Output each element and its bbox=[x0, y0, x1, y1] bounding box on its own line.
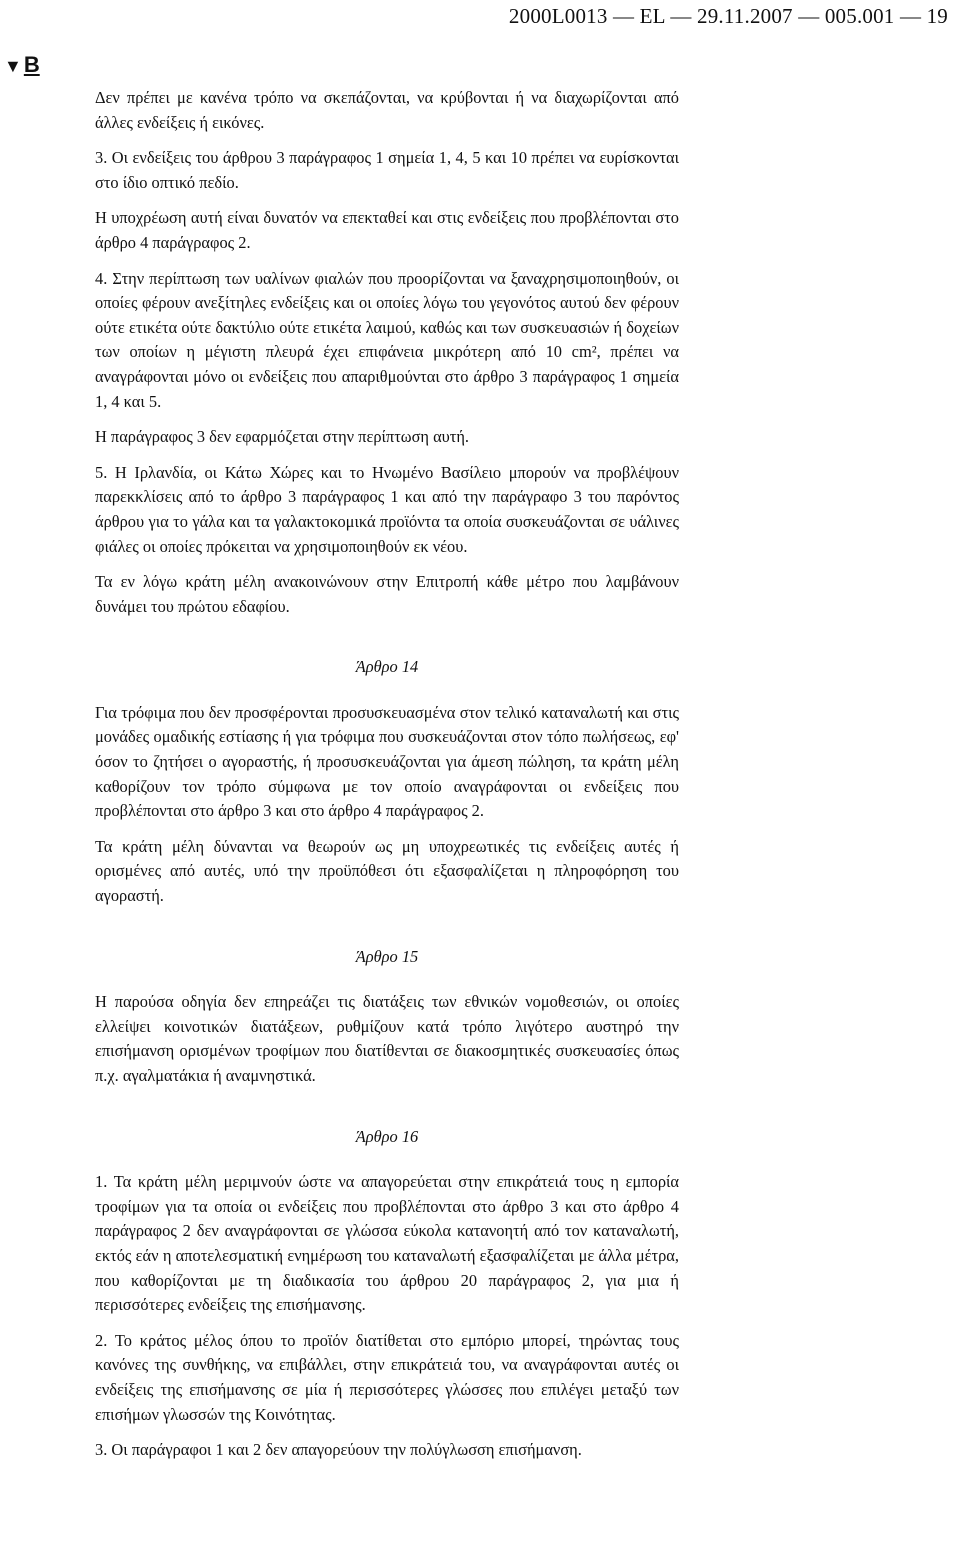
paragraph: Η υποχρέωση αυτή είναι δυνατόν να επεκταθεί και στις ενδείξεις που προβλέπονται στο άρθρο 4 παράγραφος 2. bbox=[95, 208, 679, 252]
paragraph: 3. Οι ενδείξεις του άρθρου 3 παράγραφος 1 σημεία 1, 4, 5 και 10 πρέπει να ευρίσκονται στο ίδιο οπτικό πεδίο. bbox=[95, 148, 679, 192]
amendment-marker bbox=[4, 52, 40, 78]
paragraph: Η παρούσα οδηγία δεν επηρεάζει τις διατάξεις των εθνικών νομοθεσιών, οι οποίες ελλείψει κοινοτικών διατάξεων, ρυθμίζουν κατά τρόπο λιγότερο αυστηρό την επισήμανση ορισμένων τροφίμων που διατίθενται σε διακοσμητικές συσκευασίες όπως π.χ. αγαλματάκια ή αναμνηστικά. bbox=[95, 992, 679, 1085]
paragraph: Τα εν λόγω κράτη μέλη ανακοινώνουν στην Επιτροπή κάθε μέτρο που λαμβάνουν δυνάμει του πρώτου εδαφίου. bbox=[95, 572, 679, 616]
amendment-marker-letter: B bbox=[23, 52, 40, 77]
article-14-title: Άρθρο 14 bbox=[355, 657, 419, 677]
paragraph: 2. Το κράτος μέλος όπου το προϊόν διατίθεται στο εμπόριο μπορεί, τηρώντας τους κανόνες της συνθήκης, να επιβάλλει, στην επικράτειά του, να αναγράφονται αυτές οι ενδείξεις της επισήμανσης σε μία ή περισσότερες γλώσσες που επιλέγει μεταξύ των επισήμων γλωσσών της Κοινότητας. bbox=[95, 1330, 679, 1424]
article-15-title: Άρθρο 15 bbox=[355, 946, 419, 966]
paragraph: Για τρόφιμα που δεν προσφέρονται προσυσκευασμένα στον τελικό καταναλωτή και στις μονάδες ομαδικής εστίασης ή για τρόφιμα που συσκευάζονται στον τόπο πωλήσεως, εφ' όσον το ζητήσει ο αγοραστής, ή προσυσκευάζονται για άμεση πώληση, τα κράτη μέλη καθορίζουν τον τρόπο σύμφωνα με τον οποίο αναγράφονται οι ενδείξεις που προβλέπονται στο άρθρο 3 και στο άρθρο 4 παράγραφος 2. bbox=[95, 702, 679, 821]
triangle-down-icon: ▼ bbox=[4, 56, 22, 76]
document-reference-header: 2000L0013 — EL — 29.11.2007 — 005.001 — 19 bbox=[508, 4, 948, 28]
paragraph: Η παράγραφος 3 δεν εφαρμόζεται στην περίπτωση αυτή. bbox=[95, 427, 470, 447]
document-body bbox=[95, 86, 679, 1474]
paragraph: 3. Οι παράγραφοι 1 και 2 δεν απαγορεύουν την πολύγλωσση επισήμανση. bbox=[95, 1440, 582, 1460]
paragraph: 5. Η Ιρλανδία, οι Κάτω Χώρες και το Ηνωμένο Βασίλειο μπορούν να προβλέψουν παρεκκλίσεις από το άρθρο 3 παράγραφος 1 και από την παράγραφο 3 του παρόντος άρθρου για το γάλα και τα γαλακτοκομικά προϊόντα τα οποία συσκευάζονται σε υάλινες φιάλες οι οποίες πρόκειται να χρησιμοποιηθούν εκ νέου. bbox=[95, 462, 679, 556]
paragraph: Δεν πρέπει με κανένα τρόπο να σκεπάζονται, να κρύβονται ή να διαχωρίζονται από άλλες ενδείξεις ή εικόνες. bbox=[95, 88, 679, 132]
paragraph: Τα κράτη μέλη δύνανται να θεωρούν ως μη υποχρεωτικές τις ενδείξεις αυτές ή ορισμένες από αυτές, υπό την προϋπόθεσι ότι εξασφαλίζεται η πληροφόρηση του αγοραστή. bbox=[95, 836, 679, 906]
paragraph: 1. Τα κράτη μέλη μεριμνούν ώστε να απαγορεύεται στην επικράτειά τους η εμπορία τροφίμων για τα οποία οι ενδείξεις που προβλέπονται στο άρθρο 3 και στο άρθρο 4 παράγραφος 2 δεν αναγράφονται σε γλώσσα εύκολα κατανοητή από τον καταναλωτή, εκτός εάν η αποτελεσματική ενημέρωση του καταναλωτή εξασφαλίζεται με άλλα μέτρα, που καθορίζονται με τη διαδικασία του άρθρου 20 παράγραφος 2, για μια ή περισσότερες ενδείξεις της επισήμανσης. bbox=[95, 1172, 679, 1315]
article-16-title: Άρθρο 16 bbox=[355, 1126, 419, 1146]
paragraph: 4. Στην περίπτωση των υαλίνων φιαλών που προορίζονται να ξαναχρησιμοποιηθούν, οι οποίες φέρουν ανεξίτηλες ενδείξεις και οι οποίες λόγω του γεγονότος αυτού δεν φέρουν ούτε ετικέτα ούτε δακτύλιο ούτε ετικέτα λαιμού, καθώς και των συσκευασιών ή δοχείων των οποίων η μέγιστη πλευρά έχει επιφάνεια μικρότερη από 10 cm², πρέπει να αναγράφονται μόνο οι ενδείξεις που απαριθμούνται στο άρθρο 3 παράγραφος 1 σημεία 1, 4 και 5. bbox=[95, 268, 679, 411]
